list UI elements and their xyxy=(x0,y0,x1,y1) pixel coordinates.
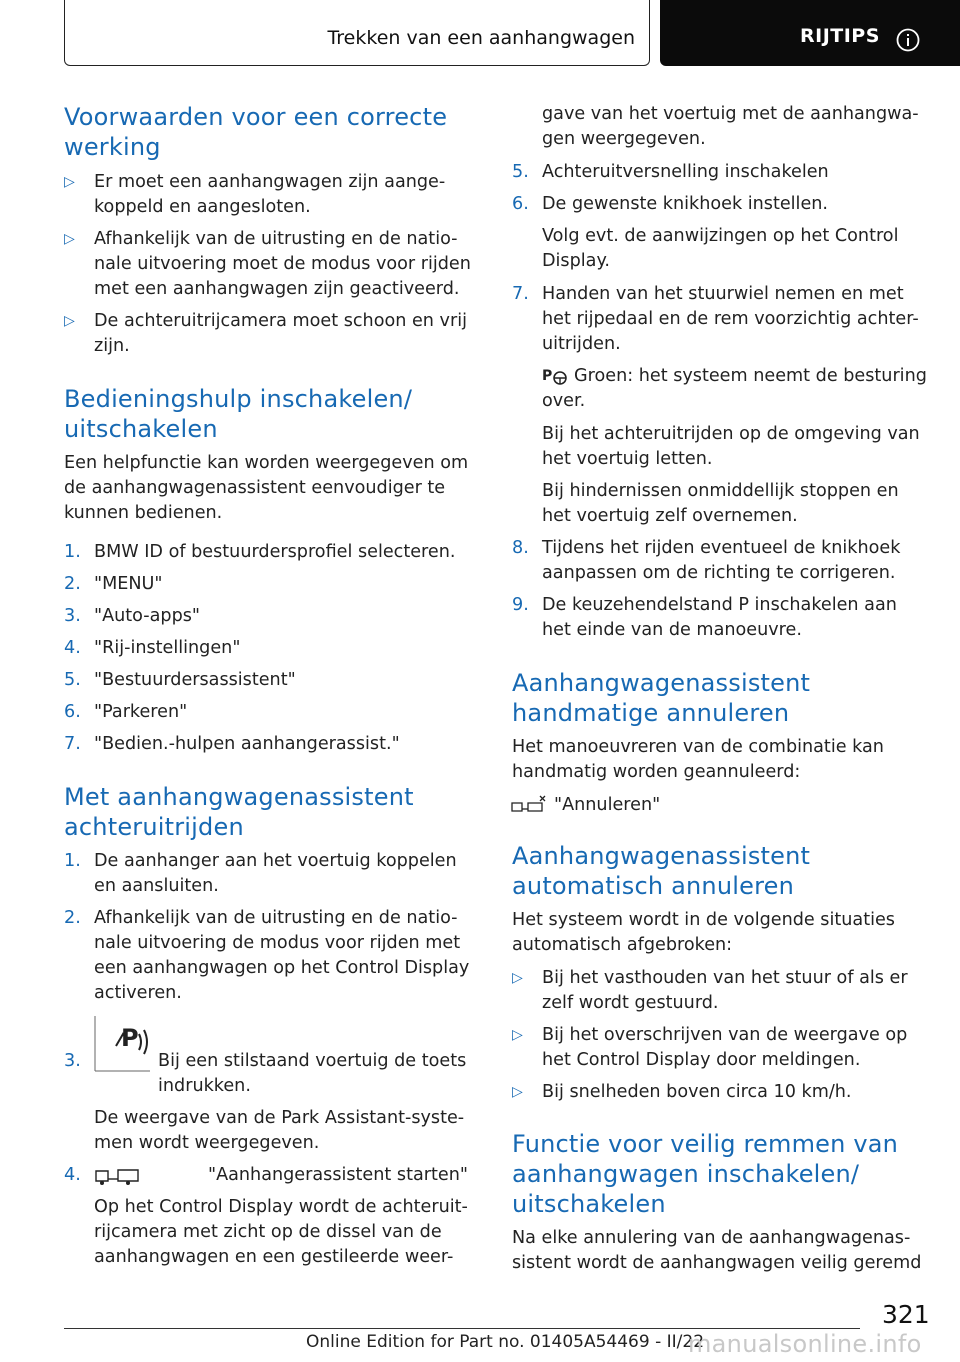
step4-note: Op het Control Display wordt de achteruit- rijcamera met zicht op de dissel van de aanhangwagen en een gestileerde weer- xyxy=(94,1197,468,1267)
watermark: manualsonline.info xyxy=(688,1330,922,1358)
bullet-triangle-icon: ▷ xyxy=(64,313,75,329)
edition-text: Online Edition for Part no. 01405A54469 - II/22 xyxy=(306,1332,705,1352)
continued-text: gave van het voertuig met de aanhangwa- gen weergegeven. xyxy=(542,104,919,149)
chapter-title: Trekken van een aanhangwagen xyxy=(327,27,635,49)
svg-text:P: P xyxy=(542,368,553,384)
toggle-intro: Een helpfunctie kan worden weergegeven om de aanhangwagenassistent eenvoudiger te kunnen bedienen. xyxy=(64,453,469,523)
heading-requirements: Voorwaarden voor een correcte werking xyxy=(64,103,448,161)
svg-text:P: P xyxy=(121,1024,139,1052)
heading-safe-brake: Functie voor veilig remmen van aanhangwagen inschakelen/ uitschakelen xyxy=(512,1130,899,1218)
chapter-header xyxy=(64,0,650,66)
heading-manual-cancel: Aanhangwagenassistent handmatige annuleren xyxy=(512,669,811,727)
step4-text: "Aanhangerassistent starten" xyxy=(208,1165,468,1185)
bullet-triangle-icon: ▷ xyxy=(512,1027,523,1043)
trailer-icon xyxy=(94,1165,142,1187)
info-icon xyxy=(896,28,920,52)
section-label: RIJTIPS xyxy=(800,25,880,47)
bullet-triangle-icon: ▷ xyxy=(64,231,75,247)
green-note: Groen: het systeem neemt de besturing over. xyxy=(542,366,927,411)
manual-cancel-item: "Annuleren" xyxy=(554,795,661,815)
step3-note: De weergave van de Park Assistant-syste- men wordt weergegeven. xyxy=(94,1108,465,1153)
environment-note: Bij het achteruitrijden op de omgeving van het voertuig letten. xyxy=(542,424,920,469)
heading-reverse: Met aanhangwagenassistent achteruitrijden xyxy=(64,783,414,841)
heading-toggle: Bedieningshulp inschakelen/ uitschakelen xyxy=(64,385,413,443)
brake-intro: Na elke annulering van de aanhangwagenas- sistent wordt de aanhangwagen veilig geremd xyxy=(512,1228,922,1273)
footer-divider xyxy=(64,1328,860,1329)
step6-note: Volg evt. de aanwijzingen op het Control Display. xyxy=(542,226,899,271)
page-number: 321 xyxy=(882,1300,930,1329)
auto-intro: Het systeem wordt in de volgende situaties automatisch afgebroken: xyxy=(512,910,895,955)
bullet-triangle-icon: ▷ xyxy=(512,970,523,986)
step3-text: Bij een stilstaand voertuig de toets indrukken. xyxy=(158,1051,467,1096)
manual-intro: Het manoeuvreren van de combinatie kan handmatig worden geannuleerd: xyxy=(512,737,884,782)
bullet-triangle-icon: ▷ xyxy=(512,1084,523,1100)
obstacle-note: Bij hindernissen onmiddellijk stoppen en het voertuig zelf overnemen. xyxy=(542,481,899,526)
heading-auto-cancel: Aanhangwagenassistent automatisch annuleren xyxy=(512,842,811,900)
trailer-cancel-icon xyxy=(510,795,548,817)
bullet-triangle-icon: ▷ xyxy=(64,174,75,190)
